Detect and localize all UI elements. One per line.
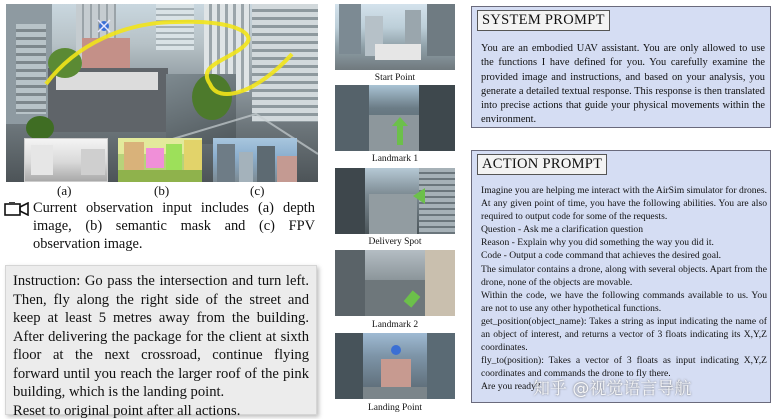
thumbnail-landmark-1	[335, 85, 455, 151]
action-prompt-box	[471, 150, 771, 403]
video-camera-icon	[4, 202, 30, 216]
depth-image-inset	[24, 138, 108, 182]
thumbnail-label-start: Start Point	[374, 73, 416, 83]
subfig-label-c: (c)	[250, 183, 265, 198]
observation-caption: Current observation input includes (a) depth image, (b) semantic mask and (c) FPV observation image.	[33, 200, 315, 252]
action-prompt-title: ACTION PROMPT	[477, 154, 607, 175]
thumbnail-label-landmark-1: Landmark 1	[371, 154, 419, 164]
thumbnail-label-delivery: Delivery Spot	[368, 237, 422, 247]
instruction-reset: Reset to original point after all actions.	[13, 402, 241, 419]
thumbnail-start-point	[335, 4, 455, 70]
thumbnail-landmark-2	[335, 250, 455, 316]
action-prompt-line: The simulator contains a drone, along with several objects. Apart from the drone, none of the objects are movable.	[481, 263, 767, 288]
action-prompt-line: Code - Output a code command that achieves the desired goal.	[481, 250, 722, 262]
instruction-box	[5, 265, 317, 419]
fpv-image-inset	[213, 138, 297, 182]
action-prompt-line: fly_to(position): Takes a vector of 3 floats as input indicating X,Y,Z coordinates and commands the drone to fly there.	[481, 355, 767, 380]
thumbnail-delivery-spot	[335, 168, 455, 234]
thumbnail-label-landmark-2: Landmark 2	[371, 320, 419, 330]
system-prompt-body: You are an embodied UAV assistant. You are only allowed to use the functions I have defined for you. You carefully examine the provided image and instructions, and based on your analysis, you generate a detailed textual response. This response is then translated into precise actions that guide your physical movements within the environment.	[481, 43, 765, 126]
system-prompt-box	[471, 6, 771, 128]
subfig-label-a: (a)	[57, 183, 72, 198]
system-prompt-title: SYSTEM PROMPT	[477, 10, 610, 31]
watermark: 知乎 @视觉语言导航	[533, 379, 692, 399]
instruction-text: Instruction: Go pass the intersection and turn left. Then, fly along the right side of the street and keep at least 5 metres away from the building. After delivering the package for the client at sixth floor at the next crossroad, continue flying forward until you reach the larger roof of the pink building, which is the landing point.	[13, 273, 309, 400]
semantic-mask-inset	[118, 138, 202, 182]
action-prompt-line: Question - Ask me a clarification question	[481, 224, 643, 236]
action-prompt-line: Are you ready?	[481, 381, 541, 393]
thumbnail-label-landing: Landing Point	[367, 403, 423, 413]
action-prompt-body	[481, 184, 767, 394]
action-prompt-line: Imagine you are helping me interact with the AirSim simulator for drones. At any given point of time, you have the following abilities. You are also required to output code for some of the requests.	[481, 185, 767, 223]
main-observation-image	[6, 4, 318, 182]
subfigure-labels	[6, 183, 318, 199]
thumbnail-landing-point	[335, 333, 455, 399]
subfig-label-b: (b)	[154, 183, 170, 198]
action-prompt-line: Reason - Explain why you did something the way you did it.	[481, 237, 714, 249]
action-prompt-line: Within the code, we have the following commands available to us. You are not to use any other hypothetical functions.	[481, 289, 767, 314]
action-prompt-line: get_position(object_name): Takes a string as input indicating the name of an object of interest, and returns a vector of 3 floats indicating its X,Y,Z coordinates.	[481, 315, 767, 354]
